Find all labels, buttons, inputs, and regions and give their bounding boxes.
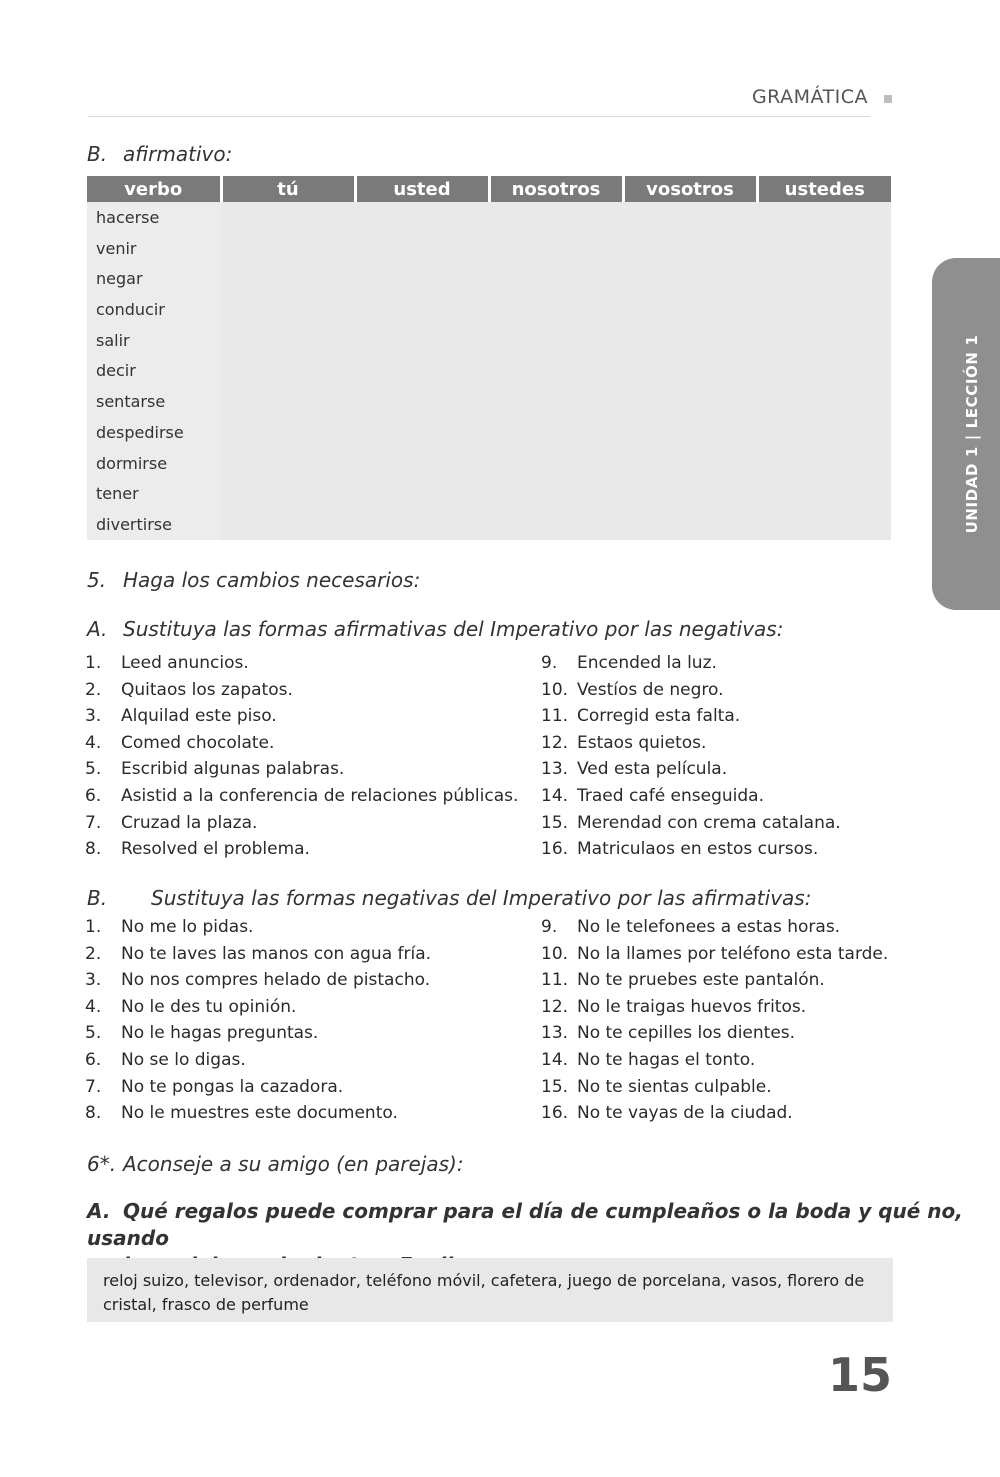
item-text: Ved esta película. xyxy=(577,759,728,780)
list-item xyxy=(85,810,518,837)
header-square-marker xyxy=(884,95,892,103)
conjugation-blank-cell[interactable] xyxy=(757,233,891,264)
conjugation-blank-cell[interactable] xyxy=(623,356,757,387)
table-header-cell: tú xyxy=(221,176,355,202)
item-number: 13. xyxy=(541,759,569,780)
conjugation-blank-cell[interactable] xyxy=(489,263,623,294)
item-number: 10. xyxy=(541,679,569,700)
conjugation-blank-cell[interactable] xyxy=(623,417,757,448)
item-text: No le hagas preguntas. xyxy=(121,1023,319,1044)
exercise-5a-list-left xyxy=(85,650,518,863)
item-number: 13. xyxy=(541,1023,569,1044)
list-item xyxy=(85,1020,431,1047)
conjugation-blank-cell[interactable] xyxy=(489,448,623,479)
list-item xyxy=(541,1074,888,1101)
list-item xyxy=(541,650,841,677)
conjugation-blank-cell[interactable] xyxy=(757,325,891,356)
list-item xyxy=(541,941,888,968)
exercise-6-number: 6*. xyxy=(87,1152,117,1176)
verb-cell: venir xyxy=(87,233,221,264)
item-text: Corregid esta falta. xyxy=(577,706,741,727)
verb-cell: negar xyxy=(87,263,221,294)
verb-cell: sentarse xyxy=(87,386,221,417)
table-header-cell: usted xyxy=(355,176,489,202)
item-text: No te sientas culpable. xyxy=(577,1076,772,1097)
item-number: 6. xyxy=(85,1049,102,1070)
list-item xyxy=(541,677,841,704)
table-header-cell: verbo xyxy=(87,176,221,202)
item-number: 11. xyxy=(541,970,569,991)
exercise-6-heading xyxy=(87,1152,464,1176)
verb-cell: decir xyxy=(87,356,221,387)
conjugation-blank-cell[interactable] xyxy=(757,202,891,233)
verb-cell: divertirse xyxy=(87,509,221,540)
table-row xyxy=(87,325,891,356)
unit-side-tab-label: UNIDAD 1 | LECCIÓN 1 xyxy=(963,334,981,534)
list-item xyxy=(541,994,888,1021)
list-item xyxy=(541,1047,888,1074)
exercise-5b-list-left xyxy=(85,914,431,1127)
table-row xyxy=(87,478,891,509)
conjugation-blank-cell[interactable] xyxy=(489,417,623,448)
conjugation-blank-cell[interactable] xyxy=(221,356,355,387)
conjugation-blank-cell[interactable] xyxy=(757,417,891,448)
item-number: 8. xyxy=(85,839,102,860)
exercise-5b-letter: B. xyxy=(87,886,108,910)
list-item xyxy=(85,941,431,968)
conjugation-blank-cell[interactable] xyxy=(623,478,757,509)
conjugation-blank-cell[interactable] xyxy=(355,294,489,325)
conjugation-blank-cell[interactable] xyxy=(221,509,355,540)
list-item xyxy=(85,703,518,730)
table-row xyxy=(87,448,891,479)
conjugation-blank-cell[interactable] xyxy=(623,386,757,417)
conjugation-blank-cell[interactable] xyxy=(757,263,891,294)
conjugation-blank-cell[interactable] xyxy=(489,478,623,509)
conjugation-blank-cell[interactable] xyxy=(623,263,757,294)
conjugation-blank-cell[interactable] xyxy=(221,325,355,356)
item-text: Resolved el problema. xyxy=(121,839,310,860)
item-number: 14. xyxy=(541,1049,569,1070)
list-item xyxy=(85,1047,431,1074)
conjugation-blank-cell[interactable] xyxy=(623,325,757,356)
verb-cell: dormirse xyxy=(87,448,221,479)
item-number: 16. xyxy=(541,839,569,860)
exercise-5a-title: Sustituya las formas afirmativas del Imperativo por las negativas: xyxy=(123,617,784,641)
item-number: 12. xyxy=(541,732,569,753)
item-text: Traed café enseguida. xyxy=(577,785,765,806)
conjugation-blank-cell[interactable] xyxy=(221,202,355,233)
table-header-cell: vosotros xyxy=(623,176,757,202)
conjugation-blank-cell[interactable] xyxy=(355,509,489,540)
list-item xyxy=(541,730,841,757)
item-text: No te laves las manos con agua fría. xyxy=(121,943,432,964)
item-number: 9. xyxy=(541,917,558,937)
conjugation-blank-cell[interactable] xyxy=(221,448,355,479)
list-item xyxy=(541,914,888,941)
conjugation-blank-cell[interactable] xyxy=(623,509,757,540)
header-divider xyxy=(88,116,870,117)
item-text: No le telefonees a estas horas. xyxy=(577,917,841,937)
conjugation-blank-cell[interactable] xyxy=(355,386,489,417)
conjugation-blank-cell[interactable] xyxy=(623,233,757,264)
verb-cell: salir xyxy=(87,325,221,356)
item-number: 7. xyxy=(85,1076,102,1097)
item-text: Vestíos de negro. xyxy=(577,679,724,700)
item-text: No te pongas la cazadora. xyxy=(121,1076,344,1097)
table-row xyxy=(87,356,891,387)
item-number: 4. xyxy=(85,732,102,753)
exercise-5-heading xyxy=(87,568,420,592)
table-row xyxy=(87,263,891,294)
item-text: No te hagas el tonto. xyxy=(577,1049,756,1070)
item-number: 2. xyxy=(85,943,102,964)
item-text: Matriculaos en estos cursos. xyxy=(577,839,819,860)
verb-cell: despedirse xyxy=(87,417,221,448)
table-header-row xyxy=(87,176,891,202)
item-number: 16. xyxy=(541,1103,569,1124)
conjugation-blank-cell[interactable] xyxy=(489,386,623,417)
conjugation-blank-cell[interactable] xyxy=(757,448,891,479)
list-item xyxy=(85,1100,431,1127)
exercise-5a-list-right xyxy=(541,650,841,863)
conjugation-blank-cell[interactable] xyxy=(489,356,623,387)
item-text: Encended la luz. xyxy=(577,653,717,673)
conjugation-blank-cell[interactable] xyxy=(355,263,489,294)
item-number: 5. xyxy=(85,759,102,780)
list-item xyxy=(85,783,518,810)
conjugation-blank-cell[interactable] xyxy=(489,233,623,264)
conjugation-blank-cell[interactable] xyxy=(221,478,355,509)
item-number: 3. xyxy=(85,706,102,727)
conjugation-blank-cell[interactable] xyxy=(355,356,489,387)
list-item xyxy=(85,730,518,757)
conjugation-blank-cell[interactable] xyxy=(355,325,489,356)
exercise-5b-list-right xyxy=(541,914,888,1127)
table-row xyxy=(87,233,891,264)
item-text: No le muestres este documento. xyxy=(121,1103,398,1124)
item-number: 1. xyxy=(85,653,102,673)
item-number: 6. xyxy=(85,785,102,806)
conjugation-blank-cell[interactable] xyxy=(489,325,623,356)
item-number: 2. xyxy=(85,679,102,700)
exercise-6a-title-line1: Qué regalos puede comprar para el día de cumpleaños o la boda y qué no, usando xyxy=(87,1199,963,1250)
table-header-cell: nosotros xyxy=(489,176,623,202)
item-text: Estaos quietos. xyxy=(577,732,707,753)
verb-cell: conducir xyxy=(87,294,221,325)
table-section-title: afirmativo: xyxy=(123,142,233,166)
item-text: No nos compres helado de pistacho. xyxy=(121,970,431,991)
item-number: 11. xyxy=(541,706,569,727)
page-number: 15 xyxy=(827,1348,892,1402)
list-item xyxy=(541,836,841,863)
verb-cell: tener xyxy=(87,478,221,509)
item-text: Comed chocolate. xyxy=(121,732,275,753)
item-number: 10. xyxy=(541,943,569,964)
conjugation-blank-cell[interactable] xyxy=(757,478,891,509)
item-text: Asistid a la conferencia de relaciones públicas. xyxy=(121,785,519,806)
conjugation-blank-cell[interactable] xyxy=(355,233,489,264)
item-number: 15. xyxy=(541,812,569,833)
vocabulary-box: reloj suizo, televisor, ordenador, teléfono móvil, cafetera, juego de porcelana, vasos, florero de cristal, frasco de perfume xyxy=(87,1258,893,1322)
list-item xyxy=(541,1100,888,1127)
conjugation-blank-cell[interactable] xyxy=(489,509,623,540)
exercise-5a-heading xyxy=(87,617,783,641)
conjugation-blank-cell[interactable] xyxy=(221,386,355,417)
item-text: No le des tu opinión. xyxy=(121,996,297,1017)
conjugation-blank-cell[interactable] xyxy=(757,356,891,387)
table-header-cell: ustedes xyxy=(757,176,891,202)
table-row xyxy=(87,386,891,417)
exercise-6a-letter: A. xyxy=(87,1199,111,1223)
list-item xyxy=(85,677,518,704)
item-text: Cruzad la plaza. xyxy=(121,812,258,833)
item-number: 14. xyxy=(541,785,569,806)
exercise-5a-letter: A. xyxy=(87,617,108,641)
item-text: No le traigas huevos fritos. xyxy=(577,996,807,1017)
exercise-6-title: Aconseje a su amigo (en parejas): xyxy=(123,1152,464,1176)
list-item xyxy=(541,810,841,837)
item-text: No te pruebes este pantalón. xyxy=(577,970,825,991)
conjugation-blank-cell[interactable] xyxy=(355,478,489,509)
conjugation-blank-cell[interactable] xyxy=(355,417,489,448)
item-number: 8. xyxy=(85,1103,102,1124)
conjugation-blank-cell[interactable] xyxy=(221,417,355,448)
table-row xyxy=(87,294,891,325)
table-row xyxy=(87,202,891,233)
item-text: Escribid algunas palabras. xyxy=(121,759,345,780)
unit-side-tab xyxy=(932,258,1000,610)
item-text: No te cepilles los dientes. xyxy=(577,1023,796,1044)
exercise-5b-title: Sustituya las formas negativas del Imperativo por las afirmativas: xyxy=(151,886,812,910)
item-number: 7. xyxy=(85,812,102,833)
list-item xyxy=(541,756,841,783)
conjugation-blank-cell[interactable] xyxy=(355,448,489,479)
conjugation-blank-cell[interactable] xyxy=(623,202,757,233)
conjugation-blank-cell[interactable] xyxy=(757,294,891,325)
verb-cell: hacerse xyxy=(87,202,221,233)
conjugation-blank-cell[interactable] xyxy=(623,294,757,325)
list-item xyxy=(541,1020,888,1047)
conjugation-blank-cell[interactable] xyxy=(623,448,757,479)
exercise-5-number: 5. xyxy=(87,568,107,592)
conjugation-blank-cell[interactable] xyxy=(355,202,489,233)
item-number: 9. xyxy=(541,653,558,673)
section-header: GRAMÁTICA xyxy=(751,86,868,108)
table-row xyxy=(87,509,891,540)
item-text: Merendad con crema catalana. xyxy=(577,812,841,833)
table-row xyxy=(87,417,891,448)
list-item xyxy=(85,756,518,783)
exercise-5b-heading xyxy=(87,886,811,910)
item-text: No me lo pidas. xyxy=(121,917,254,937)
table-section-letter: B. xyxy=(87,142,108,166)
list-item xyxy=(85,836,518,863)
conjugation-blank-cell[interactable] xyxy=(221,233,355,264)
item-text: Leed anuncios. xyxy=(121,653,249,673)
item-number: 12. xyxy=(541,996,569,1017)
item-text: No la llames por teléfono esta tarde. xyxy=(577,943,889,964)
conjugation-blank-cell[interactable] xyxy=(489,202,623,233)
list-item xyxy=(541,967,888,994)
list-item xyxy=(85,967,431,994)
conjugation-blank-cell[interactable] xyxy=(489,294,623,325)
list-item xyxy=(85,650,518,677)
item-number: 3. xyxy=(85,970,102,991)
list-item xyxy=(85,914,431,941)
exercise-5-title: Haga los cambios necesarios: xyxy=(123,568,421,592)
item-text: No te vayas de la ciudad. xyxy=(577,1103,793,1124)
item-number: 4. xyxy=(85,996,102,1017)
list-item xyxy=(541,783,841,810)
conjugation-blank-cell[interactable] xyxy=(757,386,891,417)
conjugation-table xyxy=(87,176,891,540)
table-section-label xyxy=(87,142,232,166)
conjugation-blank-cell[interactable] xyxy=(757,509,891,540)
item-text: Alquilad este piso. xyxy=(121,706,277,727)
item-number: 1. xyxy=(85,917,102,937)
conjugation-blank-cell[interactable] xyxy=(221,294,355,325)
conjugation-blank-cell[interactable] xyxy=(221,263,355,294)
item-text: Quitaos los zapatos. xyxy=(121,679,293,700)
item-text: No se lo digas. xyxy=(121,1049,246,1070)
item-number: 5. xyxy=(85,1023,102,1044)
list-item xyxy=(541,703,841,730)
list-item xyxy=(85,994,431,1021)
item-number: 15. xyxy=(541,1076,569,1097)
list-item xyxy=(85,1074,431,1101)
